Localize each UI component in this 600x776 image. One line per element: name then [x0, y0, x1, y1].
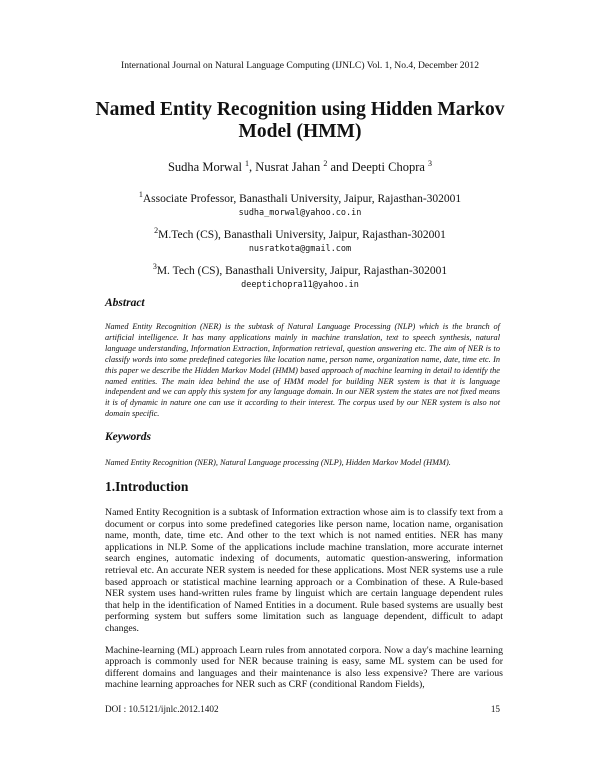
- page-number: 15: [490, 704, 500, 714]
- author-sup: 2: [323, 159, 328, 168]
- affiliation-1: [0, 188, 600, 220]
- abstract-heading: Abstract: [105, 297, 145, 309]
- introduction-body: [105, 507, 503, 701]
- affiliation-text: Associate Professor, Banasthali University, Jaipur, Rajasthan-302001: [142, 192, 462, 205]
- author-name: Nusrat Jahan: [255, 160, 321, 175]
- author-name: Deepti Chopra: [351, 160, 425, 175]
- affiliation-2: [0, 224, 600, 256]
- abstract-text: Named Entity Recognition (NER) is the subtask of Natural Language Processing (NLP) which is the branch of artificial intelligence. It has many applications mainly in machine translation, text to speech synthesis, natural language understanding, Information Extraction, Information retrieval, question answering etc. The aim of NER is to classify words into some predefined categories like location name, person name, organization name, date, time etc. In this paper we describe the Hidden Markov Model (HMM) based approach of machine learning in detail to identify the named entities. The main idea behind the use of HMM model for building NER system is that it is language independent and we can apply this system for any language domain. In our NER system the states are not fixed means it is of dynamic in nature one can use it according to their interest. The corpus used by our NER system is also not domain specific.: [105, 322, 500, 419]
- affiliation-text: M.Tech (CS), Banasthali University, Jaipur, Rajasthan-302001: [158, 228, 446, 241]
- keywords-heading: Keywords: [105, 431, 151, 443]
- paragraph: Machine-learning (ML) approach Learn rules from annotated corpora. Now a day's machine learning approach is commonly used for NER because training is easy, same ML system can be used for different domains and languages and their maintenance is also less expensive? There are various machine learning approaches for NER such as CRF (conditional Random Fields),: [105, 644, 503, 691]
- doi-label: DOI : 10.5121/ijnlc.2012.1402: [105, 704, 219, 714]
- author-email[interactable]: sudha_morwal@yahoo.co.in: [238, 207, 362, 218]
- author-separator: ,: [249, 160, 256, 175]
- affiliation-sup: 1: [138, 190, 143, 199]
- paragraph: Named Entity Recognition is a subtask of Information extraction whose aim is to classify text from a document or corpus into some predefined categories like person name, location name, organisation name, month, date, time etc. And other to the text which is not named entities. NER has many applications in NLP. Some of the applications include machine translation, more accurate internet search engines, automatic indexing of documents, automatic question-answering, information retrieval etc. An accurate NER system is needed for these applications. Most NER systems use a rule based approach or statistical machine learning approach or a Combination of these. A Rule-based NER system uses hand-written rules frame by linguist which are certain language dependent rules that help in the identification of Named Entities in a document. Rule based systems are usually best performing system but suffers some limitation such as language dependent, difficult to adapt changes.: [105, 507, 503, 634]
- affiliation-3: [0, 260, 600, 292]
- author-separator: and: [327, 160, 352, 175]
- author-email[interactable]: nusratkota@gmail.com: [248, 243, 352, 254]
- author-line: [0, 159, 600, 175]
- affiliation-sup: 2: [154, 226, 159, 235]
- affiliation-text: M. Tech (CS), Banasthali University, Jaipur, Rajasthan-302001: [156, 264, 448, 277]
- author-name: Sudha Morwal: [167, 160, 242, 175]
- author-sup: 1: [245, 159, 250, 168]
- affiliation-sup: 3: [152, 262, 157, 271]
- author-sup: 3: [428, 159, 433, 168]
- section-heading-introduction: 1.Introduction: [105, 479, 189, 494]
- author-email[interactable]: deeptichopra11@yahoo.in: [241, 279, 359, 290]
- keywords-text: Named Entity Recognition (NER), Natural Language processing (NLP), Hidden Markov Model (HMM).: [105, 458, 451, 467]
- paper-title: Named Entity Recognition using Hidden Markov Model (HMM): [95, 99, 505, 142]
- journal-header: International Journal on Natural Language Computing (IJNLC) Vol. 1, No.4, December 2012: [121, 60, 479, 71]
